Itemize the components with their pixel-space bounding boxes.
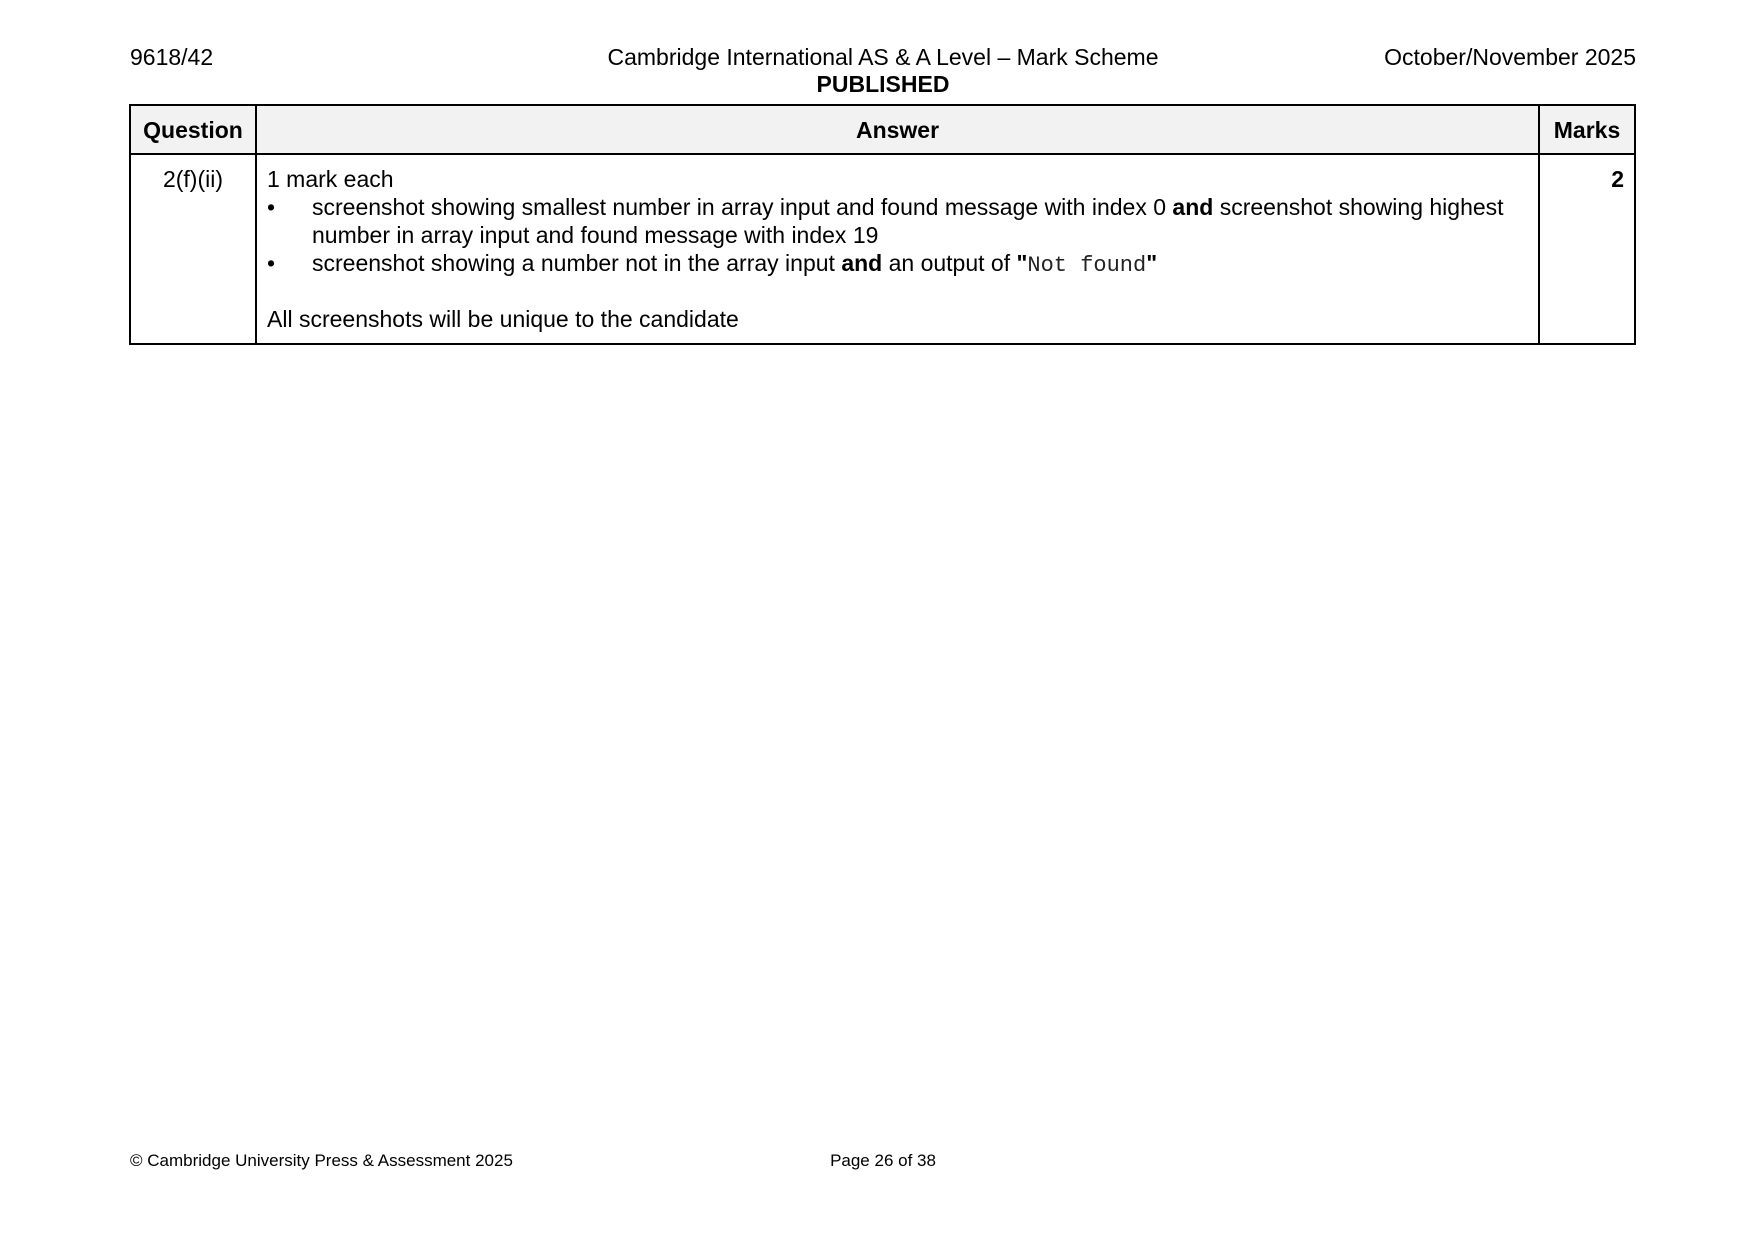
table-header-row [130, 105, 1635, 154]
bullet-text: screenshot showing smallest number in array input and found message with index 0 [312, 194, 1173, 220]
answer-bullet-list [267, 193, 1528, 280]
quote-close: " [1146, 250, 1158, 276]
bullet-emphasis: and [1172, 194, 1214, 220]
page-number: Page 26 of 38 [830, 1151, 936, 1170]
table-row [130, 154, 1635, 344]
published-label: PUBLISHED [816, 71, 950, 97]
answer-cell [256, 154, 1539, 344]
answer-intro: 1 mark each [267, 166, 394, 192]
bullet-icon: • [267, 250, 276, 276]
list-item [267, 193, 1528, 249]
bullet-text: screenshot showing a number not in the array input [312, 250, 842, 276]
code-output-text: Not found [1027, 253, 1147, 278]
bullet-text-continued: screenshot showing highest number in array input and found message with index 19 [312, 194, 1504, 248]
bullet-text-continued: an output of [882, 250, 1017, 276]
mark-scheme-table [129, 104, 1636, 345]
bullet-emphasis: and [841, 250, 883, 276]
copyright-notice: © Cambridge University Press & Assessment 2025 [130, 1151, 513, 1170]
question-number: 2(f)(ii) [130, 154, 256, 344]
marks-value: 2 [1539, 154, 1635, 344]
quote-open: " [1016, 250, 1028, 276]
document-code: 9618/42 [130, 44, 214, 70]
answer-note: All screenshots will be unique to the candidate [267, 306, 739, 332]
bullet-icon: • [267, 194, 276, 220]
column-header-question: Question [130, 105, 256, 154]
list-item [267, 249, 1528, 280]
exam-session: October/November 2025 [1384, 44, 1636, 70]
column-header-answer: Answer [256, 105, 1539, 154]
document-title: Cambridge International AS & A Level – Mark Scheme [607, 44, 1159, 70]
column-header-marks: Marks [1539, 105, 1635, 154]
